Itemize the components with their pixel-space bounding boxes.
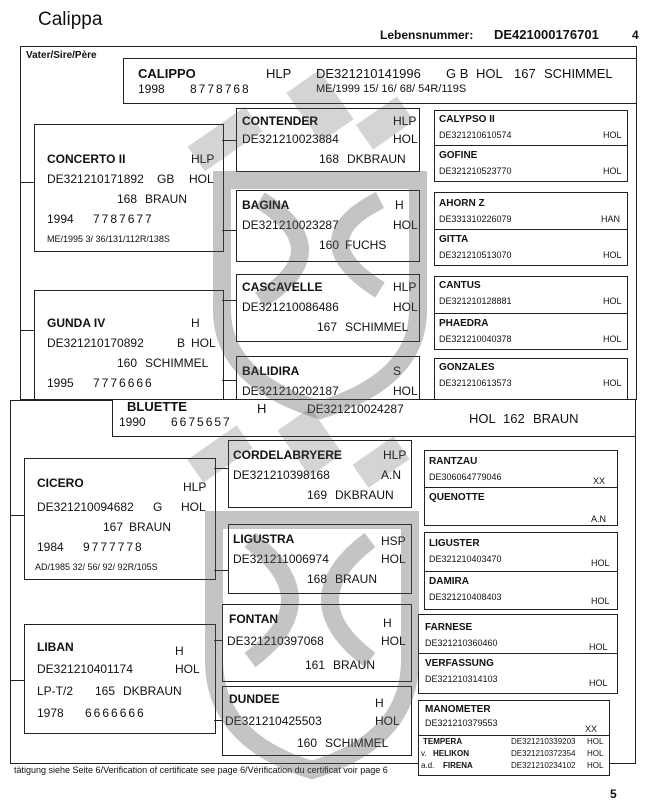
pedigree-field: DKBRAUN [123, 684, 182, 698]
pedigree-field: HOL [591, 596, 610, 606]
pedigree-field: 6675657 [171, 415, 232, 429]
connector-line [435, 145, 627, 146]
gen3-fontan [222, 604, 412, 682]
connector-line [222, 140, 236, 141]
pedigree-field: HLP [383, 448, 407, 462]
pedigree-field: HLP [183, 480, 207, 494]
pedigree-field: HOL [603, 130, 622, 140]
pedigree-field: DE321210408403 [429, 592, 502, 602]
pedigree-field: H [257, 401, 267, 416]
pedigree-field: DE321210141996 [316, 66, 421, 81]
pedigree-field: DE321210171892 [47, 172, 144, 186]
pedigree-field: CALIPPO [138, 66, 196, 81]
pedigree-field: a.d. [421, 761, 435, 770]
connector-line [435, 229, 627, 230]
pedigree-field: A.N [381, 468, 402, 482]
pedigree-field: DKBRAUN [335, 488, 394, 502]
pedigree-field: DE321210513070 [439, 250, 512, 260]
pedigree-field: HOL [603, 166, 622, 176]
pedigree-field: G [153, 500, 163, 514]
pedigree-field: SCHIMMEL [325, 736, 389, 750]
pedigree-field: GOFINE [439, 150, 478, 161]
pedigree-field: H [191, 316, 200, 330]
pedigree-field: CANTUS [439, 280, 481, 291]
pedigree-field: HLP [393, 280, 417, 294]
pedigree-field: DE321210086486 [242, 300, 339, 314]
connector-line [10, 680, 24, 681]
pedigree-field: GB [157, 172, 175, 186]
pedigree-field: 9777778 [83, 540, 144, 554]
pedigree-field: 162 [503, 411, 525, 426]
pedigree-field: AHORN Z [439, 198, 485, 209]
pedigree-field: RANTZAU [429, 456, 478, 467]
pedigree-field: 165 [95, 684, 116, 698]
pedigree-field: CONCERTO II [47, 152, 126, 166]
pedigree-field: S [393, 364, 402, 378]
gen3-balidira [236, 356, 420, 399]
pedigree-field: 168 [307, 572, 328, 586]
pedigree-field: MANOMETER [425, 704, 491, 715]
pedigree-field: 161 [305, 658, 326, 672]
pedigree-field: HOL [393, 300, 418, 314]
pedigree-field: DE321210613573 [439, 378, 512, 388]
pedigree-field: 7787677 [93, 212, 154, 226]
pedigree-field: H [383, 616, 392, 630]
pedigree-field: CONTENDER [242, 114, 319, 128]
pedigree-field: DE321210610574 [439, 130, 512, 140]
gen3-bagina [236, 190, 420, 262]
pedigree-field: DE321210398168 [233, 468, 330, 482]
dam-box [112, 400, 636, 437]
sire-box [123, 58, 637, 104]
pedigree-field: HOL [393, 218, 418, 232]
pedigree-field: B [177, 336, 186, 350]
pedigree-field: BRAUN [145, 192, 188, 206]
pedigree-field: DE321210397068 [227, 634, 324, 648]
pedigree-field: DE321210372354 [511, 749, 576, 758]
pedigree-field: HOL [603, 250, 622, 260]
pedigree-field: SCHIMMEL [345, 320, 409, 334]
connector-line [435, 313, 627, 314]
pedigree-field: FONTAN [229, 612, 279, 626]
pedigree-field: HOL [375, 714, 400, 728]
pedigree-field: HOL [603, 334, 622, 344]
pedigree-field: LP-T/2 [37, 684, 74, 698]
gen3-dundee [222, 686, 412, 756]
pedigree-field: 8778768 [190, 82, 251, 96]
pedigree-field: 1994 [47, 212, 74, 226]
pedigree-field: HELIKON [433, 749, 469, 758]
pedigree-field: GONZALES [439, 362, 495, 373]
pedigree-field: DE321210314103 [425, 674, 498, 684]
connector-line [419, 653, 617, 654]
pedigree-field: 167 [103, 520, 124, 534]
horse-name-title: Calippa [38, 9, 103, 30]
pedigree-field: G B [446, 66, 469, 81]
gen3-ligustra [228, 524, 412, 594]
pedigree-field: H [175, 644, 184, 658]
pedigree-field: DE321210024287 [307, 402, 404, 416]
pedigree-field: DE321210023287 [242, 218, 339, 232]
pedigree-field: HOL [476, 66, 503, 81]
gen4-group-5 [424, 450, 618, 526]
pedigree-field: HOL [393, 384, 418, 398]
gen3-contender [236, 108, 420, 172]
pedigree-field: QUENOTTE [429, 492, 485, 503]
pedigree-field: SCHIMMEL [145, 356, 209, 370]
pedigree-field: HOL [381, 634, 406, 648]
pedigree-field: 1998 [138, 82, 165, 96]
pedigree-field: H [395, 198, 404, 212]
pedigree-field: H [375, 696, 384, 710]
pedigree-field: v. [421, 749, 427, 758]
pedigree-field: 160 [319, 238, 340, 252]
pedigree-field: BRAUN [335, 572, 378, 586]
pedigree-field: FIRENA [443, 761, 473, 770]
pedigree-field: 168 [117, 192, 138, 206]
pedigree-field: TEMPERA [423, 737, 463, 746]
pedigree-field: AD/1985 32/ 56/ 92/ 92R/105S [35, 562, 158, 572]
connector-line [222, 380, 236, 381]
pedigree-field: HOL [393, 132, 418, 146]
pedigree-field: DE321210040378 [439, 334, 512, 344]
pedigree-field: DE321211006974 [233, 552, 329, 566]
pedigree-field: FARNESE [425, 622, 473, 633]
pedigree-field: HOL [181, 500, 206, 514]
gen4-group-1 [434, 110, 628, 182]
pedigree-field: DE321210128881 [439, 296, 512, 306]
pedigree-field: 1995 [47, 376, 74, 390]
page-number-top: 4 [632, 28, 639, 42]
pedigree-field: FUCHS [345, 238, 387, 252]
connector-line [10, 515, 24, 516]
pedigree-field: VERFASSUNG [425, 658, 494, 669]
lebensnummer-label: Lebensnummer: [380, 28, 474, 42]
pedigree-field: DE321210339203 [511, 737, 576, 746]
pedigree-field: DUNDEE [229, 692, 280, 706]
pedigree-field: 1978 [37, 706, 64, 720]
page-number-bottom: 5 [610, 787, 617, 801]
connector-line [20, 330, 34, 331]
gen4-group-2 [434, 192, 628, 266]
pedigree-field: BRAUN [533, 411, 579, 426]
pedigree-field: LIGUSTRA [233, 532, 295, 546]
pedigree-field: 6666666 [85, 706, 146, 720]
pedigree-field: HLP [191, 152, 215, 166]
pedigree-field: DE321210234102 [511, 761, 576, 770]
granddam-box [34, 290, 224, 400]
pedigree-field: CICERO [37, 476, 84, 490]
pedigree-field: BAGINA [242, 198, 290, 212]
pedigree-field: 167 [317, 320, 338, 334]
pedigree-field: HOL [589, 642, 608, 652]
pedigree-field: DE321210379553 [425, 718, 498, 728]
gen4-group-7 [418, 614, 618, 694]
gen4-group-6 [424, 532, 618, 610]
pedigree-field: 7776666 [93, 376, 154, 390]
pedigree-field: HOL [587, 761, 604, 770]
connector-line [214, 468, 228, 469]
pedigree-field: HOL [587, 749, 604, 758]
pedigree-field: CORDELABRYERE [233, 448, 342, 462]
gen3-cascavelle [236, 274, 420, 342]
pedigree-field: GUNDA IV [47, 316, 106, 330]
gen4-group-4 [434, 358, 628, 399]
pedigree-field: DE321210360460 [425, 638, 498, 648]
sire-label: Vater/Sire/Père [26, 50, 97, 61]
pedigree-field: DE321210023884 [242, 132, 339, 146]
pedigree-field: HLP [266, 66, 292, 81]
pedigree-field: ME/1999 15/ 16/ 68/ 54R/119S [316, 83, 467, 95]
pedigree-field: DAMIRA [429, 576, 469, 587]
gen3-cordelabryere [228, 440, 412, 508]
pedigree-field: DKBRAUN [347, 152, 406, 166]
pedigree-field: HOL [603, 296, 622, 306]
grandsire-box [34, 124, 224, 252]
connector-line [20, 182, 34, 183]
pedigree-field: 169 [307, 488, 328, 502]
connector-line [419, 735, 609, 736]
connector-line [222, 300, 236, 301]
pedigree-field: DE321210523770 [439, 166, 512, 176]
pedigree-field: A.N [591, 514, 607, 524]
pedigree-field: DE331310226079 [439, 214, 512, 224]
pedigree-field: DE321210170892 [47, 336, 144, 350]
connector-line [425, 571, 617, 572]
pedigree-field: DE321210401174 [37, 662, 133, 676]
pedigree-field: ME/1995 3/ 36/131/112R/138S [47, 234, 170, 244]
pedigree-field: LIBAN [37, 640, 74, 654]
pedigree-field: DE321210425503 [225, 714, 322, 728]
pedigree-field: 168 [319, 152, 340, 166]
pedigree-field: 167 [514, 66, 536, 81]
gen4-group-3 [434, 276, 628, 350]
pedigree-field: LIGUSTER [429, 538, 480, 549]
connector-line [214, 570, 228, 571]
pedigree-field: HOL [603, 378, 622, 388]
pedigree-field: GITTA [439, 234, 469, 245]
dam-granddam-box [24, 624, 216, 734]
pedigree-field: HOL [587, 737, 604, 746]
pedigree-field: DE321210094682 [37, 500, 134, 514]
pedigree-field: XX [593, 476, 606, 486]
pedigree-field: HOL [191, 336, 216, 350]
gen4-group-8 [418, 700, 610, 776]
pedigree-field: HOL [589, 678, 608, 688]
pedigree-field: HOL [591, 558, 610, 568]
pedigree-field: PHAEDRA [439, 318, 489, 329]
pedigree-field: BRAUN [333, 658, 376, 672]
pedigree-field: 160 [117, 356, 138, 370]
lebensnummer-value: DE421000176701 [494, 27, 599, 42]
pedigree-field: HLP [393, 114, 417, 128]
footer-verification: tätigung siehe Seite 6/Verification of certificate see page 6/Vérification du certificat voir page 6 [14, 765, 388, 775]
pedigree-field: BLUETTE [127, 399, 187, 414]
pedigree-field: DE306064779046 [429, 472, 502, 482]
pedigree-field: DE321210403470 [429, 554, 502, 564]
pedigree-field: 1984 [37, 540, 64, 554]
pedigree-field: XX [585, 724, 598, 734]
pedigree-field: 1990 [119, 415, 146, 429]
pedigree-field: HSP [381, 534, 406, 548]
pedigree-field: 160 [297, 736, 318, 750]
pedigree-field: CASCAVELLE [242, 280, 323, 294]
pedigree-field: DE321210202187 [242, 384, 339, 398]
connector-line [425, 487, 617, 488]
pedigree-field: BALIDIRA [242, 364, 300, 378]
pedigree-field: HAN [601, 214, 621, 224]
pedigree-field: HOL [189, 172, 214, 186]
connector-line [222, 230, 236, 231]
pedigree-field: HOL [469, 411, 496, 426]
pedigree-field: BRAUN [129, 520, 172, 534]
pedigree-field: SCHIMMEL [544, 66, 613, 81]
pedigree-field: HOL [175, 662, 200, 676]
pedigree-field: CALYPSO II [439, 114, 495, 125]
pedigree-field: HOL [381, 552, 406, 566]
dam-grandsire-box [24, 458, 216, 580]
